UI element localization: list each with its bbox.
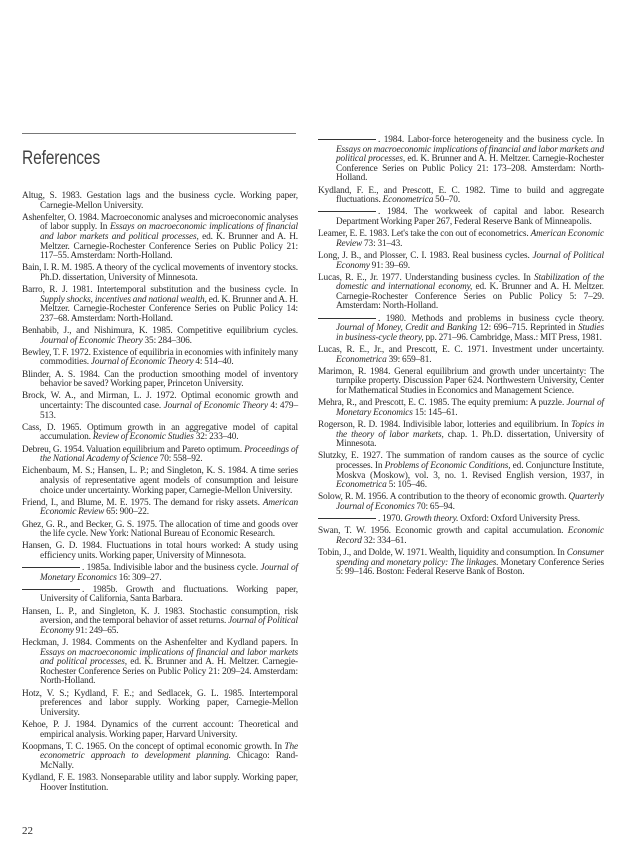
reference-text: Lucas, R. E., Jr. 1977. Understanding business cycles. In (318, 272, 534, 283)
reference-title-italic: Problems of Economic Conditions, (384, 460, 511, 471)
same-author-dash (22, 589, 80, 590)
reference-text: . 1980. Methods and problems in business cycle theory. (378, 313, 604, 324)
reference-text: Kehoe, P. J. 1984. Dynamics of the current account: Theoretical and empirical analysis. Working paper, Harvard University. (22, 719, 298, 740)
reference-entry (318, 527, 604, 546)
reference-entry (22, 264, 298, 283)
reference-entry (22, 467, 298, 496)
reference-text: Eichenbaum, M. S.; Hansen, L. P.; and Singleton, K. S. 1984. A time series analysis of representative agent models of consumption and leisure choice under uncertainty. Working paper, Carnegie-Mellon University. (22, 466, 298, 496)
reference-text: 15: 145–61. (412, 407, 458, 418)
reference-text: ed. K. Brunner and A. H. Meltzer. Carnegie-Rochester Conference Series on Public Policy 14: 237–68. Amsterdam: North-Holland. (40, 294, 298, 324)
reference-text: 50–70. (433, 195, 461, 206)
reference-text: Barro, R. J. 1981. Intertemporal substitution and the business cycle. In (22, 285, 298, 296)
reference-text: Hansen, G. D. 1984. Fluctuations in total hours worked: A study using efficiency units. Working paper, University of Minnesota. (22, 541, 298, 561)
reference-entry (318, 187, 604, 206)
reference-title-italic: Journal of Political Economy (40, 616, 298, 636)
reference-text: . 1985a. Indivisible labor and the business cycle. (82, 563, 261, 574)
reference-text: Mehra, R., and Prescott, E. C. 1985. The equity premium: A puzzle. (318, 398, 567, 409)
reference-text: 16: 309–27. (116, 572, 162, 583)
same-author-dash (318, 139, 376, 140)
reference-text: Slutzky, E. 1927. The summation of random causes as the source of cyclic processes. In (318, 451, 604, 471)
reference-text: Blinder, A. S. 1984. Can the production smoothing model of inventory behavior be saved? Working paper, Princeton University. (22, 369, 298, 390)
reference-text: Oxford: Oxford University Press. (458, 514, 580, 525)
reference-title-italic: Quarterly Journal of Economics (336, 492, 604, 512)
reference-title-italic: Journal of Economic Theory (90, 357, 194, 368)
reference-entry (318, 315, 604, 344)
same-author-dash (22, 567, 80, 568)
reference-text: Cass, D. 1965. Optimum growth in an aggregative model of capital accumulation. (22, 422, 298, 443)
reference-text: ed. K. Brunner and A. H. Meltzer. Carnegie-Rochester Conference Series on Public Policy 21: 173–208. Amsterdam: North-Holland. (336, 154, 604, 184)
reference-title-italic: Review of Economic Studies (92, 432, 194, 443)
reference-title-italic: Essays on macroeconomic implications of financial and labor markets and political processes, (336, 144, 604, 165)
reference-text: ed. K. Brunner and A. H. Meltzer. Carnegie-Rochester Conference Series on Public Policy 21: 209–24. Amsterdam: North-Holland. (40, 657, 299, 687)
reference-entry (318, 346, 604, 365)
reference-text: Benhabib, J., and Nishimura, K. 1985. Competitive equilibrium cycles. (22, 326, 298, 337)
reference-entry (318, 136, 604, 184)
reference-text: 12: 696–715. Reprinted in (476, 323, 578, 334)
reference-text: Kydland, F. E. 1983. Nonseparable utility and labor supply. Working paper, Hoover Institution. (22, 773, 298, 793)
reference-entry (318, 252, 604, 271)
reference-text: Solow, R. M. 1956. A contribution to the theory of economic growth. (318, 492, 569, 503)
reference-text: Friend, I., and Blume, M. E. 1975. The demand for risky assets. (22, 497, 263, 508)
reference-title-italic: Growth theory. (404, 514, 459, 525)
reference-text: ed. K. Brunner and A. H. Meltzer. Carnegie-Rochester Conference Series on Public Policy 21: 117–55. Amsterdam: North-Holland. (40, 231, 299, 262)
reference-text: Koopmans, T. C. 1965. On the concept of optimal economic growth. In (22, 741, 285, 752)
reference-entry (22, 521, 298, 540)
reference-text: Brock, W. A., and Mirman, L. J. 1972. Optimal economic growth and uncertainty: The discounted case. (22, 391, 298, 412)
reference-title-italic: Supply shocks, incentives and national wealth, (40, 294, 207, 305)
reference-title-italic: Essays on macroeconomic implications of financial and labor markets and political processes, (40, 647, 298, 668)
reference-entry (22, 586, 298, 605)
reference-text: Heckman, J. 1984. Comments on the Ashenfelter and Kydland papers. In (22, 638, 298, 649)
reference-text: . 1970. (378, 514, 405, 525)
reference-title-italic: Journal of Political Economy (336, 250, 604, 271)
same-author-dash (318, 318, 376, 319)
reference-entry (318, 368, 604, 397)
reference-title-italic: Econometrica (382, 195, 434, 206)
reference-entry (22, 392, 298, 421)
reference-text: Kydland, F. E., and Prescott, E. C. 1982. Time to build and aggregate fluctuations. (318, 185, 604, 206)
reference-text: 91: 39–69. (369, 260, 410, 271)
reference-text: 73: 31–43. (362, 238, 403, 249)
page-title: References (22, 148, 101, 169)
reference-text: Rogerson, R. D. 1984. Indivisible labor, lotteries and equilibrium. In (318, 419, 572, 430)
reference-entry (22, 564, 298, 583)
references-left-column (22, 192, 298, 837)
reference-text: Bewley, T. F. 1972. Existence of equilibria in economies with infinitely many commodities. (22, 347, 298, 368)
reference-entry (318, 515, 604, 525)
reference-text: Swan, T. W. 1956. Economic growth and capital accumulation. (318, 526, 568, 537)
reference-entry (22, 639, 298, 687)
reference-text: Lucas, R. E., Jr., and Prescott, E. C. 1971. Investment under uncertainty. (318, 345, 604, 356)
reference-entry (22, 214, 298, 262)
reference-text: Altug, S. 1983. Gestation lags and the business cycle. Working paper, Carnegie-Mellon University. (22, 191, 298, 211)
reference-title-italic: Journal of Money, Credit and Banking (336, 323, 477, 334)
reference-title-italic: Studies in business-cycle theory, (336, 323, 604, 343)
reference-text: 65: 900–22. (104, 507, 149, 518)
reference-entry (22, 424, 298, 443)
reference-title-italic: The econometric approach to development planning. (40, 741, 298, 762)
reference-text: 70: 65–94. (414, 501, 455, 512)
reference-text: . 1984. Labor-force heterogeneity and the business cycle. In (378, 135, 604, 145)
reference-text: Ghez, G. R., and Becker, G. S. 1975. The allocation of time and goods over the life cycle. New York: National Bureau of Economic Research. (22, 519, 298, 540)
reference-title-italic: Topics in the theory of labor markets, (336, 419, 604, 440)
reference-text: ed. K. Brunner and A. H. Meltzer. Carnegie-Rochester Conference Series on Public Policy 5: 7–29. Amsterdam: North-Holland. (336, 282, 604, 312)
reference-text: 35: 284–306. (142, 335, 192, 346)
reference-entry (318, 399, 604, 418)
reference-entry (22, 192, 298, 211)
reference-text: 70: 558–92. (157, 454, 203, 465)
references-right-column (318, 136, 604, 580)
reference-text: 91: 249–65. (73, 625, 119, 636)
reference-text: . 1985b. Growth and fluctuations. Working paper, University of California, Santa Barbara. (40, 584, 298, 605)
reference-text: 5: 105–46. (386, 480, 427, 491)
reference-text: 4: 479–513. (40, 401, 298, 421)
reference-text: Chicago: Rand-McNally. (40, 751, 298, 771)
reference-entry (22, 774, 298, 793)
reference-entry (318, 230, 604, 249)
reference-entry (22, 371, 298, 390)
reference-entry (22, 349, 298, 368)
reference-title-italic: Journal of Monetary Economics (336, 398, 604, 418)
reference-title-italic: Essays on macroeconomic implications of financial and labor markets and political processes, (40, 222, 298, 242)
reference-text: Long, J. B., and Plosser, C. I. 1983. Real business cycles. (318, 250, 533, 261)
reference-title-italic: Journal of Economic Theory (40, 335, 143, 346)
reference-entry (22, 743, 298, 772)
reference-entry (318, 549, 604, 578)
reference-text: Debreu, G. 1954. Valuation equilibrium and Pareto optimum. (22, 444, 245, 455)
same-author-dash (318, 518, 376, 519)
reference-text: Ashenfelter, O. 1984. Macroeconomic analyses and microeconomic analyses of labor supply. In (22, 212, 298, 233)
reference-entry (22, 286, 298, 324)
reference-title-italic: Proceedings of the National Academy of Science (40, 444, 299, 465)
reference-entry (318, 274, 604, 312)
page-number: 22 (22, 825, 33, 837)
reference-entry (22, 690, 298, 719)
reference-text: Hansen, L. P., and Singleton, K. J. 1983. Stochastic consumption, risk aversion, and the temporal behavior of asset returns. (22, 606, 298, 627)
reference-text: Tobin, J., and Dolde, W. 1971. Wealth, liquidity and consumption. In (318, 548, 567, 559)
title-rule (22, 133, 296, 134)
reference-entry (22, 327, 298, 346)
reference-entry (22, 608, 298, 637)
reference-entry (22, 446, 298, 465)
reference-title-italic: Journal of Economic Theory (163, 401, 268, 412)
reference-text: 32: 334–61. (361, 535, 407, 546)
reference-title-italic: Econometrica (336, 354, 387, 365)
references-left-list (22, 192, 298, 796)
reference-text: ed. Conjuncture Institute, Moskva (Moskow), vol. 3, no. 1. Revised English version, 1937, in (336, 460, 604, 481)
reference-text: Bain, I. R. M. 1985. A theory of the cyclical movements of inventory stocks. Ph.D. dissertation, University of Minnesota. (22, 263, 298, 283)
reference-text: Hotz, V. S.; Kydland, F. E.; and Sedlacek, G. L. 1985. Intertemporal preferences and labor supply. Working paper, Carnegie-Mellon University. (22, 688, 298, 718)
reference-entry (22, 542, 298, 561)
reference-text: 39: 659–81. (386, 354, 432, 365)
reference-title-italic: Journal of Monetary Economics (40, 563, 298, 583)
reference-text: pp. 271–96. Cambridge, Mass.: MIT Press, 1981. (423, 332, 602, 343)
reference-entry (318, 421, 604, 450)
reference-entry (318, 452, 604, 490)
reference-text: Leamer, E. E. 1983. Let's take the con out of econometrics. (318, 229, 531, 240)
reference-text: 32: 233–40. (193, 432, 239, 443)
reference-title-italic: Econometrica (336, 480, 387, 491)
reference-title-italic: Stabilization of the domestic and international economy, (336, 272, 604, 293)
same-author-dash (318, 211, 376, 212)
reference-text: . 1984. The workweek of capital and labor. Research Department Working Paper 267, Federal Reserve Bank of Minneapolis. (336, 207, 604, 227)
reference-text: chap. 1. Ph.D. dissertation, University of Minnesota. (336, 429, 604, 450)
reference-text: Monetary Conference Series 5: 99–146. Boston: Federal Reserve Bank of Boston. (336, 557, 604, 578)
reference-title-italic: American Economic Review (336, 229, 604, 249)
reference-entry (318, 208, 604, 227)
reference-text: Marimon, R. 1984. General equilibrium and growth under uncertainty: The turnpike property. Discussion Paper 624. Northwestern University, Center for Mathematical Studies in Economics and Management Science. (318, 366, 604, 396)
reference-title-italic: Economic Record (336, 526, 604, 546)
reference-title-italic: American Economic Review (40, 497, 298, 518)
references-right-list (318, 136, 604, 578)
reference-entry (318, 493, 604, 512)
reference-entry (22, 721, 298, 740)
reference-title-italic: Consumer spending and monetary policy: The linkages. (336, 548, 604, 568)
reference-entry (22, 499, 298, 518)
reference-text: 4: 514–40. (193, 357, 234, 368)
